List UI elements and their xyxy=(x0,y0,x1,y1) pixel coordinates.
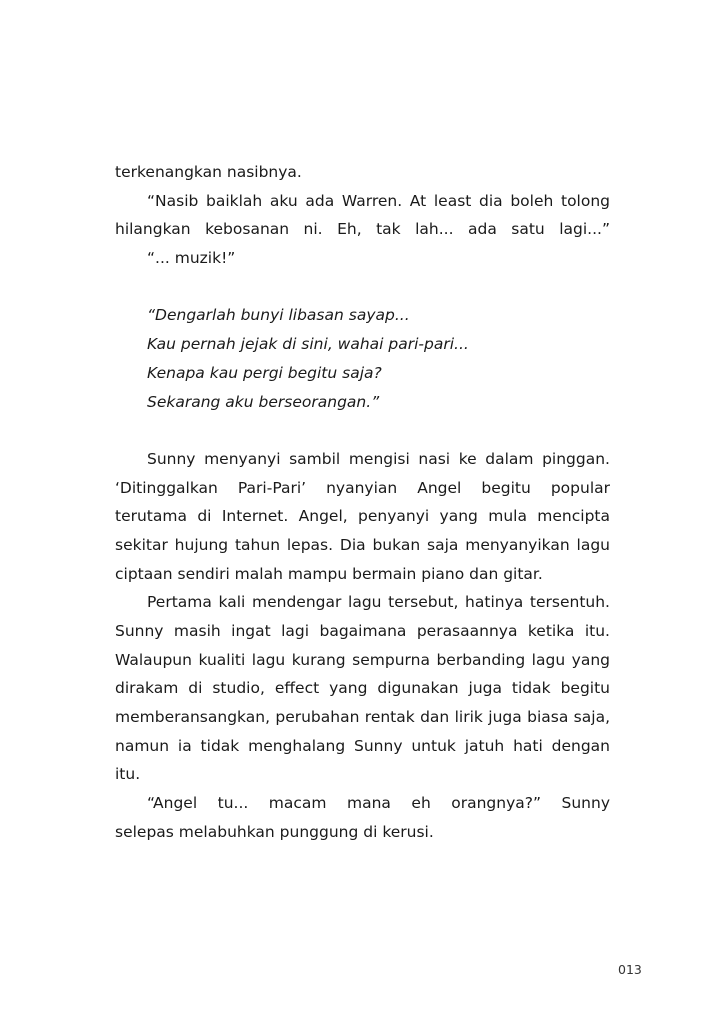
text-line: ‘Ditinggalkan Pari-Pari’ nyanyian Angel begitu popular xyxy=(115,478,610,497)
text-line: “Nasib baiklah aku ada Warren. At least dia boleh tolong xyxy=(147,191,610,210)
page-number: 013 xyxy=(618,962,642,977)
text-line: Walaupun kualiti lagu kurang sempurna berbanding lagu yang xyxy=(115,650,610,669)
text-line: namun ia tidak menghalang Sunny untuk jatuh hati dengan xyxy=(115,736,610,755)
text-line: dirakam di studio, effect yang digunakan juga tidak begitu xyxy=(115,679,610,698)
text-line: itu. xyxy=(115,765,141,784)
text-line: Pertama kali mendengar lagu tersebut, hatinya tersentuh. xyxy=(147,593,610,612)
verse-line: Kenapa kau pergi begitu saja? xyxy=(147,363,382,382)
text-line: Sunny menyanyi sambil mengisi nasi ke dalam pinggan. xyxy=(147,449,610,468)
text-line: terkenangkan nasibnya. xyxy=(115,163,302,181)
text-line: hilangkan kebosanan ni. Eh, tak lah... ada satu lagi...” xyxy=(115,220,610,239)
text-line: selepas melabuhkan punggung di kerusi. xyxy=(115,822,434,841)
verse-line: “Dengarlah bunyi libasan sayap... xyxy=(147,306,410,325)
spacer xyxy=(115,416,610,445)
text-line: ciptaan sendiri malah mampu bermain piano dan gitar. xyxy=(115,564,543,583)
text-line: “... muzik!” xyxy=(147,249,236,268)
text-line: memberansangkan, perubahan rentak dan lirik juga biasa saja, xyxy=(115,708,610,727)
text-line: sekitar hujung tahun lepas. Dia bukan saja menyanyikan lagu xyxy=(115,535,610,554)
page-body xyxy=(115,158,610,847)
text-line: Sunny masih ingat lagi bagaimana perasaannya ketika itu. xyxy=(115,622,610,640)
text-line: “Angel tu... macam mana eh orangnya?” Sunny xyxy=(147,794,610,813)
verse-line: Sekarang aku berseorangan.” xyxy=(147,392,380,411)
spacer xyxy=(115,273,610,302)
verse-line: Kau pernah jejak di sini, wahai pari-pari... xyxy=(147,335,469,354)
text-line: terutama di Internet. Angel, penyanyi yang mula mencipta xyxy=(115,507,610,526)
